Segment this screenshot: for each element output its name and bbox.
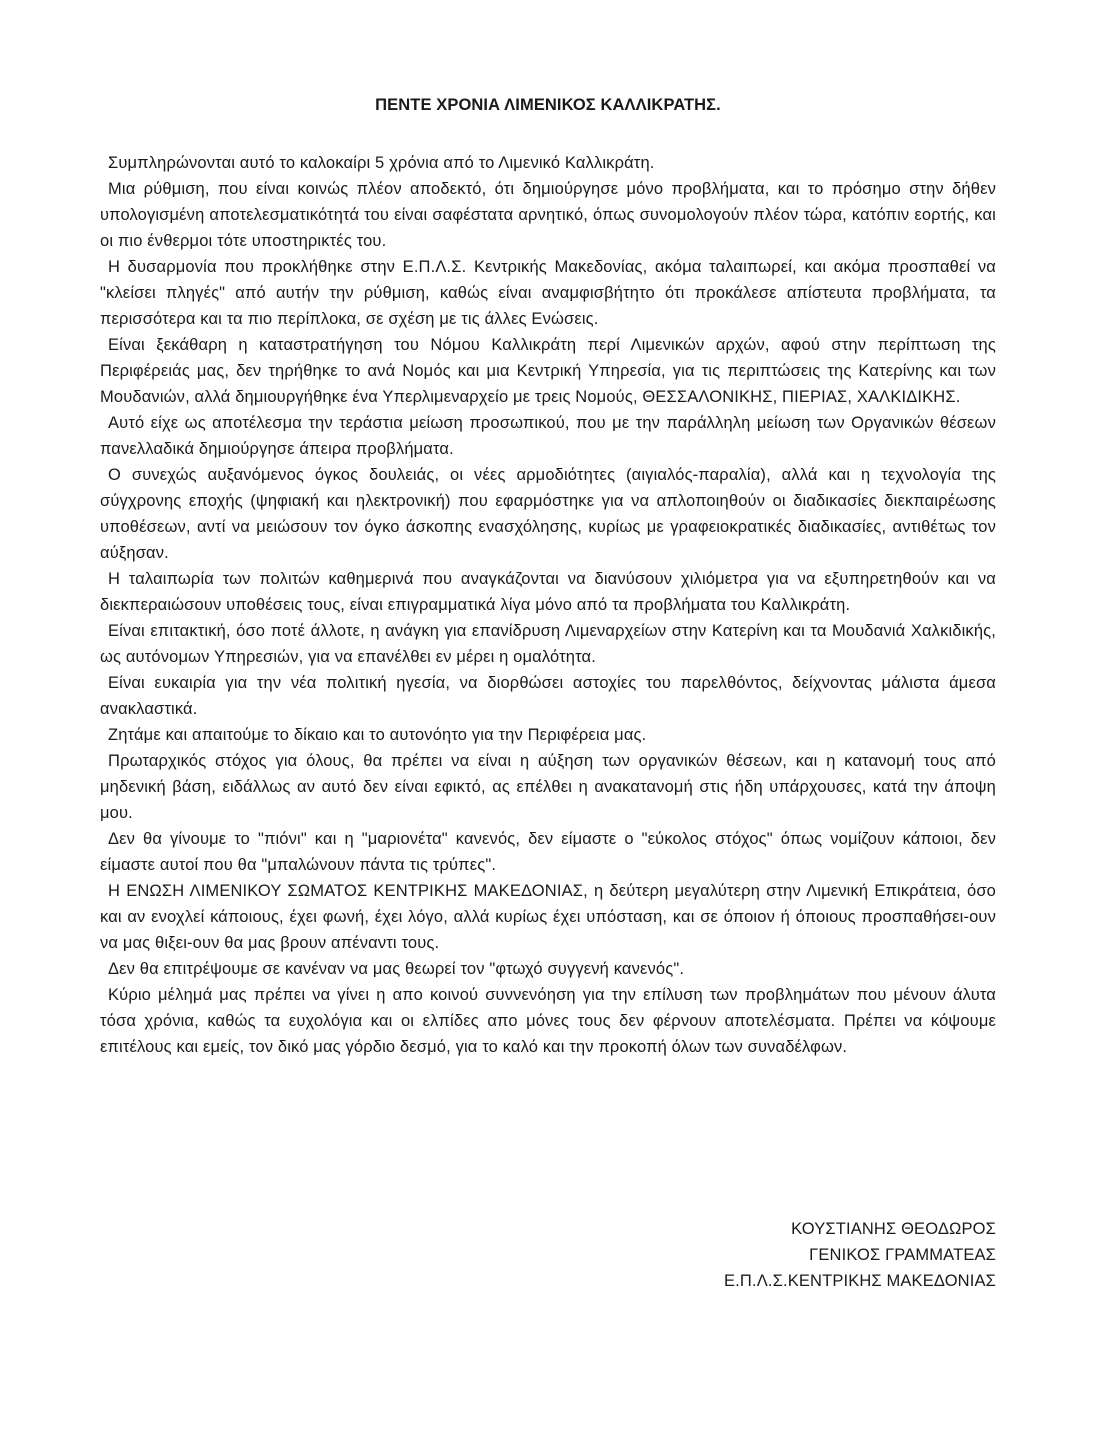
paragraph: Μια ρύθμιση, που είναι κοινώς πλέον αποδεκτό, ότι δημιούργησε μόνο προβλήματα, και το πρόσημο στην δήθεν υπολογισμένη αποτελεσματικότητά του είναι σαφέστατα αρνητικό, όπως συνομολογούν πλέον τώρα, κατόπιν εορτής, και οι πιο ένθερμοι τότε υποστηρικτές του. xyxy=(100,180,996,250)
paragraph: Κύριο μέλημά μας πρέπει να γίνει η απο κοινού συννενόηση για την επίλυση των προβλημάτων που μένουν άλυτα τόσα χρόνια, καθώς τα ευχολόγια και οι ελπίδες απο μόνες τους δεν φέρνουν αποτελέσματα. Πρέπει να κόψουμε επιτέλους και εμείς, τον δικό μας γόρδιο δεσμό, για το καλό και την προκοπή όλων των συναδέλφων. xyxy=(100,986,996,1056)
paragraph: Δεν θα γίνουμε το "πιόνι" και η "μαριονέτα" κανενός, δεν είμαστε ο "εύκολος στόχος" όπως νομίζουν κάποιοι, δεν είμαστε αυτοί που θα "μπαλώνουν πάντα τις τρύπες". xyxy=(100,830,996,874)
paragraph: Είναι ευκαιρία για την νέα πολιτική ηγεσία, να διορθώσει αστοχίες του παρελθόντος, δείχνοντας μάλιστα άμεσα ανακλαστικά. xyxy=(100,674,996,718)
paragraph: Συμπληρώνονται αυτό το καλοκαίρι 5 χρόνια από το Λιμενικό Καλλικράτη. xyxy=(108,154,655,172)
paragraph: Ζητάμε και απαιτούμε το δίκαιο και το αυτονόητο για την Περιφέρεια μας. xyxy=(108,726,647,744)
paragraph: Δεν θα επιτρέψουμε σε κανέναν να μας θεωρεί τον "φτωχό συγγενή κανενός". xyxy=(108,960,685,978)
paragraph: Η ταλαιπωρία των πολιτών καθημερινά που αναγκάζονται να διανύσουν χιλιόμετρα για να εξυπηρετηθούν και να διεκπεραιώσουν υποθέσεις τους, είναι επιγραμματικά λίγα μόνο από τα προβλήματα του Καλλικράτη. xyxy=(100,570,996,614)
document-body xyxy=(100,150,996,1060)
paragraph: Η δυσαρμονία που προκλήθηκε στην Ε.Π.Λ.Σ. Κεντρικής Μακεδονίας, ακόμα ταλαιπωρεί, και ακόμα προσπαθεί να "κλείσει πληγές" από αυτήν την ρύθμιση, καθώς είναι αναμφισβήτητο ότι προκάλεσε απίστευτα προβλήματα, τα περισσότερα και τα πιο περίπλοκα, σε σχέση με τις άλλες Ενώσεις. xyxy=(100,258,996,328)
document-title: ΠΕΝΤΕ ΧΡΟΝΙΑ ΛΙΜΕΝΙΚΟΣ ΚΑΛΛΙΚΡΑΤΗΣ. xyxy=(375,96,721,114)
signature-name: ΚΟΥΣΤΙΑΝΗΣ ΘΕΟΔΩΡΟΣ xyxy=(791,1220,996,1238)
signature-organization: Ε.Π.Λ.Σ.ΚΕΝΤΡΙΚΗΣ ΜΑΚΕΔΟΝΙΑΣ xyxy=(724,1272,996,1290)
signature-role: ΓΕΝΙΚΟΣ ΓΡΑΜΜΑΤΕΑΣ xyxy=(809,1246,996,1264)
paragraph: Πρωταρχικός στόχος για όλους, θα πρέπει να είναι η αύξηση των οργανικών θέσεων, και η κατανομή τους από μηδενική βάση, ειδάλλως αν αυτό δεν είναι εφικτό, ας επέλθει η ανακατανομή στις ήδη υπάρχουσες, κατά την άποψη μου. xyxy=(100,752,996,822)
signature-block xyxy=(724,1216,996,1294)
paragraph: Αυτό είχε ως αποτέλεσμα την τεράστια μείωση προσωπικού, που με την παράλληλη μείωση των Οργανικών θέσεων πανελλαδικά δημιούργησε άπειρα προβλήματα. xyxy=(100,414,996,458)
paragraph: Ο συνεχώς αυξανόμενος όγκος δουλειάς, οι νέες αρμοδιότητες (αιγιαλός-παραλία), αλλά και η τεχνολογία της σύγχρονης εποχής (ψηφιακή και ηλεκτρονική) που εφαρμόστηκε για να απλοποιηθούν οι διαδικασίες διεκπαιρέωσης υποθέσεων, αντί να μειώσουν τον όγκο άσκοπης ενασχόλησης, κυρίως με γραφειοκρατικές διαδικασίες, αντιθέτως τον αύξησαν. xyxy=(100,466,996,562)
paragraph: Είναι ξεκάθαρη η καταστρατήγηση του Νόμου Καλλικράτη περί Λιμενικών αρχών, αφού στην περίπτωση της Περιφέρειάς μας, δεν τηρήθηκε το ανά Νομός και μια Κεντρική Υπηρεσία, για τις περιπτώσεις της Κατερίνης και των Μουδανιών, αλλά δημιουργήθηκε ένα Υπερλιμεναρχείο με τρεις Νομούς, ΘΕΣΣΑΛΟΝΙΚΗΣ, ΠΙΕΡΙΑΣ, ΧΑΛΚΙΔΙΚΗΣ. xyxy=(100,336,996,406)
document-page xyxy=(100,92,996,1060)
paragraph: Είναι επιτακτική, όσο ποτέ άλλοτε, η ανάγκη για επανίδρυση Λιμεναρχείων στην Κατερίνη και τα Μουδανιά Χαλκιδικής, ως αυτόνομων Υπηρεσιών, για να επανέλθει εν μέρει η ομαλότητα. xyxy=(100,622,996,666)
paragraph: Η ΕΝΩΣΗ ΛΙΜΕΝΙΚΟΥ ΣΩΜΑΤΟΣ ΚΕΝΤΡΙΚΗΣ ΜΑΚΕΔΟΝΙΑΣ, η δεύτερη μεγαλύτερη στην Λιμενική Επικράτεια, όσο και αν ενοχλεί κάποιους, έχει φωνή, έχει λόγο, αλλά κυρίως έχει υπόσταση, και σε όποιον ή όποιους προσπαθήσει-ουν να μας θιξει-ουν θα μας βρουν απέναντι τους. xyxy=(100,882,996,952)
